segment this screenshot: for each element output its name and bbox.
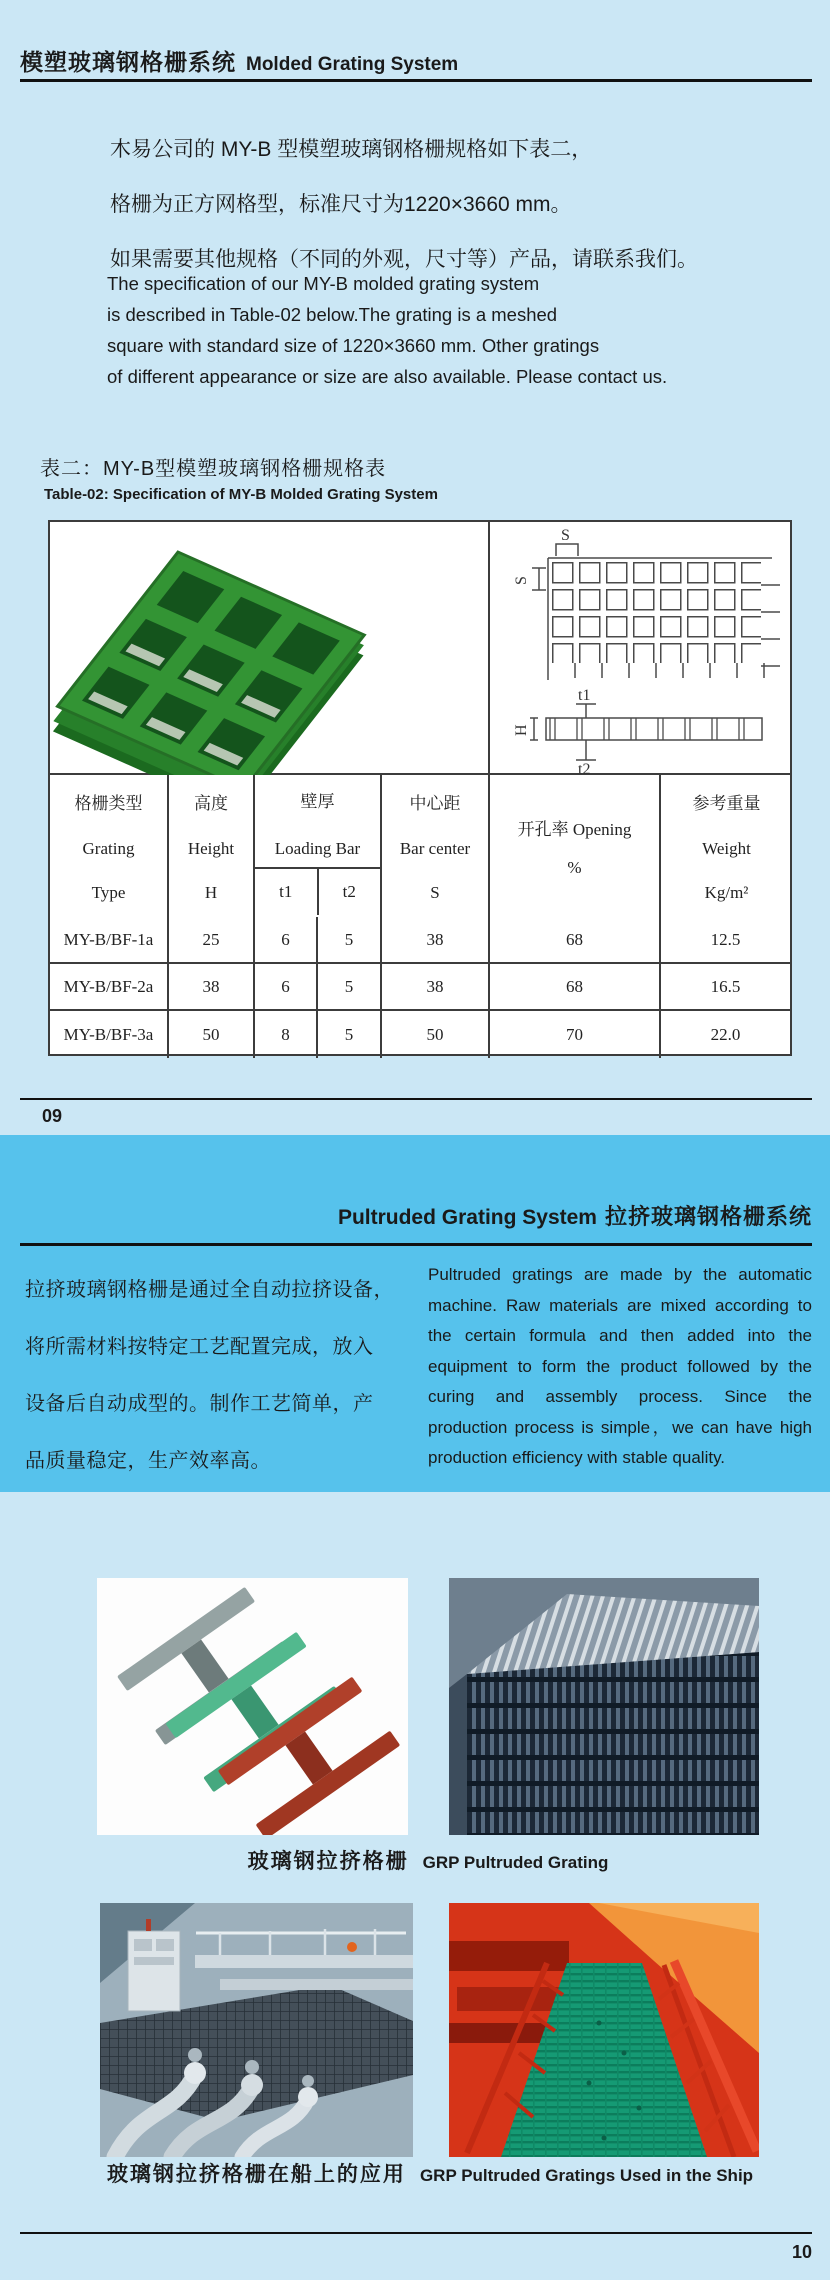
col-header-type: [50, 775, 169, 917]
diagram-label-s-left: S: [513, 576, 530, 585]
col-header-height: [169, 775, 255, 917]
cell-t1: 6: [255, 964, 318, 1009]
diagram-label-t2: t2: [578, 761, 591, 775]
header-opening-line1: 开孔率 Opening: [517, 819, 632, 839]
spec-table: [48, 520, 792, 1056]
cell-opening: 68: [490, 917, 661, 962]
stacked-gratings-illustration: [449, 1578, 759, 1835]
page1-footer-rule: [20, 1098, 812, 1100]
header-t1: t1: [255, 869, 319, 915]
grating-dimension-diagram: [490, 522, 790, 775]
col-header-bar-center: [382, 775, 490, 917]
col-header-wall-thickness: [255, 775, 382, 917]
page2-paragraph-zh: [25, 1262, 427, 1490]
header-height-en: Height: [187, 838, 235, 858]
walkway-illustration: [449, 1903, 759, 2157]
wall-thickness-merged-header: [255, 775, 380, 869]
page1-title-en: Molded Grating System: [246, 54, 459, 75]
page-number-10: 10: [791, 2242, 812, 2262]
cell-weight: 22.0: [710, 1024, 741, 1044]
page1-title-underline: [20, 79, 812, 82]
header-center-sym: S: [430, 883, 440, 902]
table-row: [50, 1011, 790, 1058]
cell-type: MY-B/BF-2a: [50, 964, 169, 1009]
intro-en-line: of different appearance or size are also available. Please contact us.: [107, 366, 668, 387]
intro-zh-line: 格栅为正方网格型，标准尺寸为1220×3660 mm。: [110, 193, 572, 216]
header-wall-zh: 壁厚: [300, 792, 335, 811]
red-walkway-photo: [449, 1903, 759, 2157]
caption-pultruded-grating: [97, 1845, 759, 1875]
cell-bar-center: 38: [382, 917, 490, 962]
cell-weight: 16.5: [710, 976, 741, 996]
p2-zh-line: 品质量稳定，生产效率高。: [25, 1450, 271, 1472]
molded-grating-photo: [50, 522, 490, 775]
p2-zh-line: 将所需材料按特定工艺配置完成，放入: [25, 1336, 374, 1358]
table-row: [50, 917, 790, 964]
intro-paragraph-en: [107, 268, 687, 392]
table-row: [50, 964, 790, 1011]
intro-en-line: The specification of our MY-B molded grating system: [107, 273, 540, 294]
intro-zh-line: 木易公司的 MY-B 型模塑玻璃钢格栅规格如下表二，: [110, 138, 593, 161]
header-type-zh: 格栅类型: [74, 794, 143, 813]
table-title-en: Table-02: Specification of MY-B Molded Grating System: [44, 486, 438, 503]
header-center-en: Bar center: [399, 838, 471, 858]
caption1-zh: 玻璃钢拉挤格栅: [247, 1850, 409, 1873]
cell-opening: 68: [490, 964, 661, 1009]
caption2-zh: 玻璃钢拉挤格栅在船上的应用: [106, 2163, 406, 2186]
diagram-label-h: H: [513, 724, 530, 736]
page2-title: [0, 1200, 812, 1231]
intro-paragraph-zh: [110, 122, 730, 287]
header-weight-en: Weight: [702, 838, 751, 858]
cell-t2: 5: [318, 1011, 382, 1058]
intro-en-line: is described in Table-02 below.The grating is a meshed: [107, 304, 558, 325]
caption-ship-application: [40, 2158, 820, 2188]
page2-title-zh: 拉挤玻璃钢格栅系统: [604, 1204, 812, 1229]
header-height-zh: 高度: [194, 794, 228, 813]
header-height-sym: H: [204, 883, 218, 902]
cell-height: 50: [169, 1011, 255, 1058]
molded-grating-illustration: [50, 522, 490, 775]
cell-weight: 12.5: [710, 929, 741, 949]
cell-t1: 8: [255, 1011, 318, 1058]
page1-title: [20, 44, 812, 77]
caption2-en: GRP Pultruded Gratings Used in the Ship: [419, 2166, 754, 2185]
cell-height: 25: [169, 917, 255, 962]
cell-t1: 6: [255, 917, 318, 962]
page2-footer-rule: [20, 2232, 812, 2234]
cell-t2: 5: [318, 917, 382, 962]
cell-type: MY-B/BF-1a: [50, 917, 169, 962]
ship-deck-photo: [100, 1903, 413, 2157]
diagram-label-s-top: S: [561, 527, 570, 544]
header-type-sym: Type: [91, 883, 126, 902]
header-center-zh: 中心距: [409, 794, 461, 813]
cell-height: 38: [169, 964, 255, 1009]
diagram-label-t1: t1: [578, 687, 591, 704]
intro-zh-line: 如果需要其他规格（不同的外观，尺寸等）产品，请联系我们。: [110, 248, 698, 271]
header-type-en: Grating: [82, 838, 135, 858]
cell-t2: 5: [318, 964, 382, 1009]
pultruded-profiles-photo: [97, 1578, 408, 1835]
page2-title-en: Pultruded Grating System: [337, 1206, 597, 1229]
header-t2: t2: [342, 882, 356, 901]
grating-diagram: [490, 522, 790, 775]
cell-bar-center: 38: [382, 964, 490, 1009]
ship-deck-illustration: [100, 1903, 413, 2157]
header-weight-unit: Kg/m²: [704, 883, 749, 902]
cell-opening: 70: [490, 1011, 661, 1058]
page2-paragraph-en: Pultruded gratings are made by the automatic machine. Raw materials are mixed according to the certain formula and then added into the equipment to form the product followed by the curing and assembly process. Since the production process is simple，we can have high production efficiency with stable quality.: [428, 1265, 812, 1467]
i-beam-profiles-illustration: [97, 1578, 408, 1835]
header-weight-zh: 参考重量: [692, 794, 761, 813]
header-wall-en: Loading Bar: [274, 839, 361, 858]
intro-en-line: square with standard size of 1220×3660 mm. Other gratings: [107, 335, 600, 356]
stacked-gratings-photo: [449, 1578, 759, 1835]
header-opening-line2: %: [567, 857, 582, 877]
page2-title-underline: [20, 1243, 812, 1246]
col-header-opening: [490, 775, 661, 917]
page-number-09: 09: [42, 1106, 63, 1126]
cell-bar-center: 50: [382, 1011, 490, 1058]
col-header-weight: [661, 775, 792, 917]
p2-zh-line: 设备后自动成型的。制作工艺简单，产: [25, 1393, 374, 1415]
p2-zh-line: 拉挤玻璃钢格栅是通过全自动拉挤设备，: [25, 1279, 394, 1301]
table-title-zh: 表二：MY-B型模塑玻璃钢格栅规格表: [40, 458, 387, 480]
caption1-en: GRP Pultruded Grating: [422, 1853, 609, 1872]
page1-title-zh: 模塑玻璃钢格栅系统: [20, 49, 236, 75]
cell-type: MY-B/BF-3a: [50, 1011, 169, 1058]
